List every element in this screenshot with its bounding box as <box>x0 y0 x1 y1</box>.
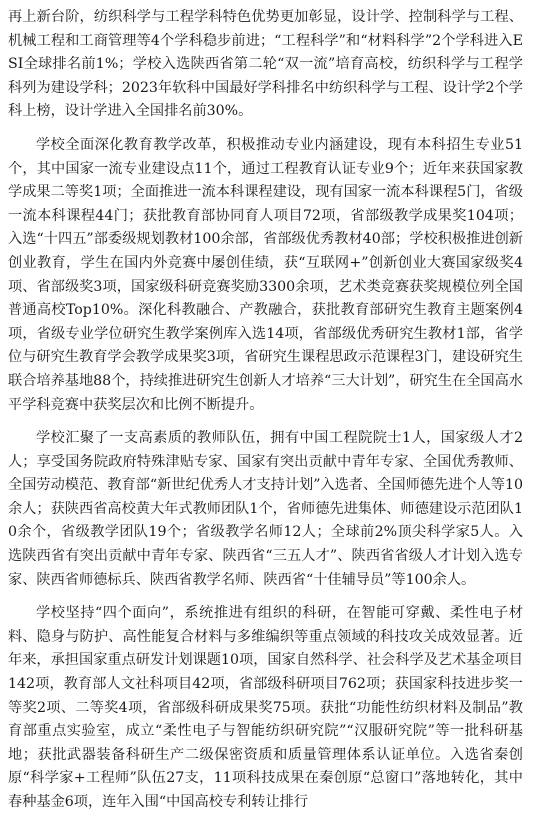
paragraph-faculty: 学校汇聚了一支高素质的教师队伍，拥有中国工程院院士1人，国家级人才2人；享受国务院政府特殊津贴专家、国家有突出贡献中青年专家、全国优秀教师、全国劳动模范、教育部“新世纪优秀人才支持计划”入选者、全国师德先进个人等10余人；获陕西省高校黄大年式教师团队1个，省师德先进集体、师德建设示范团队10余个，省级教学团队19个；省级教学名师12人；全球前2%顶尖科学家5人。入选陕西省有突出贡献中青年专家、陕西省“三五人才”、陕西省省级人才计划入选专家、陕西省师德标兵、陕西省教学名师、陕西省“十佳辅导员”等100余人。 <box>8 430 523 588</box>
paragraph-teaching-reform: 学校全面深化教育教学改革，积极推动专业内涵建设，现有本科招生专业51个，其中国家一流专业建设点11个，通过工程教育认证专业9个；近年来获国家教学成果二等奖1项；全面推进一流本科课程建设，现有国家一流本科课程5门，省级一流本科课程44门；获批教育部协同育人项目72项，省部级教学成果奖104项；入选“十四五”部委级规划教材100余部，省部级优秀教材40部；学校积极推进创新创业教育，学生在国内外竞赛中屡创佳绩，获“互联网+”创新创业大赛国家级奖4项、省部级奖3项，国家级科研竞赛奖励3300余项，艺术类竞赛获奖规模位列全国普通高校Top10%。深化科教融合、产教融合，获批教育部研究生教育主题案例4项，省级专业学位研究生教学案例库入选14项，省部级优秀研究生教材1部，省学位与研究生教育学会教学成果奖3项，省研究生课程思政示范课程3门，建设研究生联合培养基地88个，持续推进研究生创新人才培养“三大计划”，研究生在全国高水平学科竞赛中获奖层次和比例不断提升。 <box>8 136 523 413</box>
paragraph-discipline-ranking: 再上新台阶，纺织科学与工程学科特色优势更加彰显，设计学、控制科学与工程、机械工程和工商管理等4个学科稳步前进；“工程科学”和“材料科学”2个学科进入ESI全球排名前1%；学校入选陕西省第二轮“双一流”培育高校，纺织科学与工程学科列为建设学科；2023年软科中国最好学科排名中纺织科学与工程、设计学2个学科上榜，设计学进入全国排名前30%。 <box>8 9 523 120</box>
paragraph-research: 学校坚持“四个面向”，系统推进有组织的科研，在智能可穿戴、柔性电子材料、隐身与防护、高性能复合材料与多维编织等重点领域的科技攻关成效显著。近年来，承担国家重点研发计划课题10项，国家自然科学、社会科学及艺术基金项目142项，教育部人文社科项目42项，省部级科研项目762项；获国家科技进步奖一等奖2项、二等奖4项，省部级科研成果奖75项。获批“功能性纺织材料及制品”教育部重点实验室，成立“柔性电子与智能纺织研究院”“汉服研究院”等一批科研基地；获批武器装备科研生产二级保密资质和质量管理体系认证单位。入选省秦创原“科学家+工程师”队伍27支，11项科技成果在秦创原“总窗口”落地转化，其中春种基金6项，连年入围“中国高校专利转让排行 <box>8 605 523 810</box>
